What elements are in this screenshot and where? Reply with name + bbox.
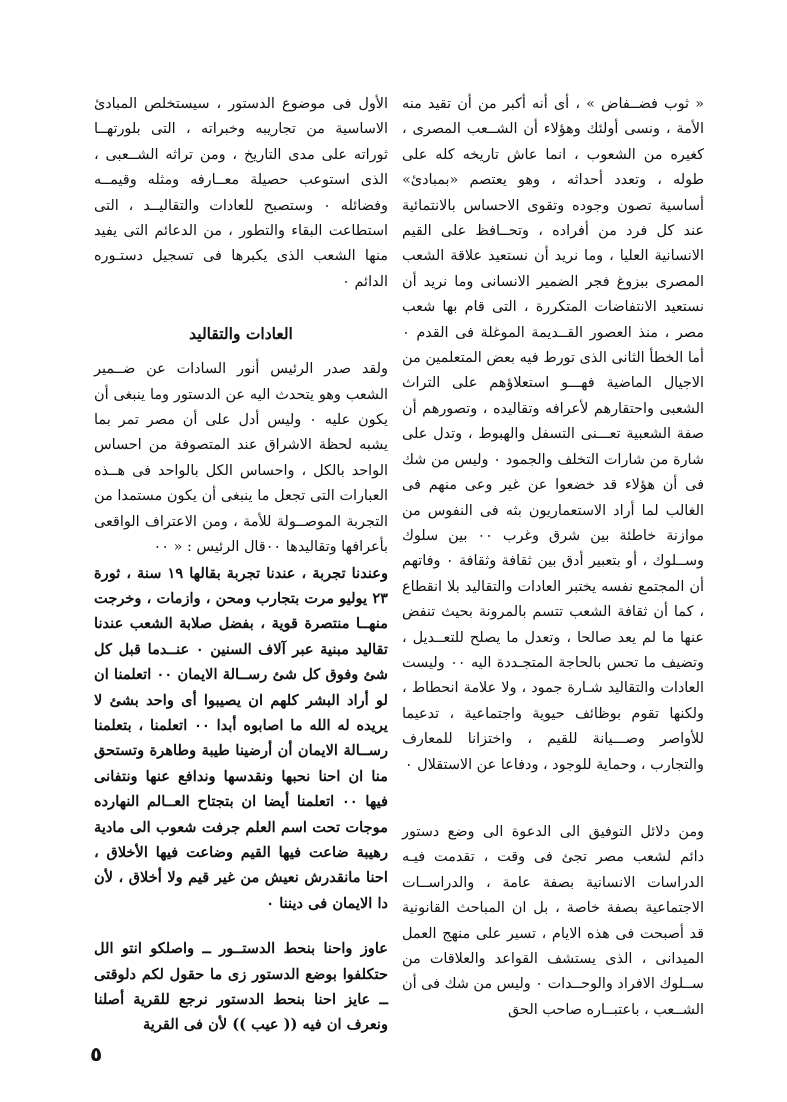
page-number: ٥ [90,1042,103,1066]
president-quote: وعندنا تجربة ، عندنا تجربة بقالها ١٩ سنة ، ثورة ٢٣ يوليو مرت بتجارب ومحن ، وازمات ، وخرجت منهــا منتصرة قوية ، بفضل صلابة الشعب عندنا تقاليد مبنية عبر آلاف السنين ٠ عنــدما قبل كل شئ وفوق كل شئ رســالة الايمان ٠٠ اتعلمنا ان لو أراد البشر كلهم ان يصيبوا أى واحد بشئ لا يريده له الله ما اصابوه أبدا ٠٠ اتعلمنا ، بتعلمنا رســالة الايمان أن أرضينا طيبة وطاهرة وتستحق منا ان احنا نحبها ونقدسها وندافع عنها ونتفانى فيها ٠٠ اتعلمنا أيضا ان بتجتاح العــالم النهارده موجات تحت اسم العلم جرفت شعوب الى مادية رهيبة ضاعت فيها القيم وضاعت فيها الأخلاق ، احنا مانقدرش نعيش من غير قيم ولا أخلاق ، لأن دا الايمان فى ديننا ٠ [94,564,389,912]
right-paragraph-1: « ثوب فضــفاض » ، أى أنه أكبر من أن تقيد منه الأمة ، ونسى أولئك وهؤلاء أن الشــعب المصرى ، كغيره من الشعوب ، انما عاش تاريخه كله على طوله ، وتعدد أحداثه ، وهو يعتصم «بمبادئ» أساسية تصون وجوده وتقوى الاحساس بالانتمائية عند كل فرد من أفراده ، وتحــافظ على القيم الانسانية العليا ، وما نريد أن نستعيد علاقة الشعب المصرى ببزوغ فجر الضمير الانسانى وما نريد أن نستعيد الانتفاضات المتكررة ، التى قام بها شعب مصر ، منذ العصور القــديمة الموغلة فى القدم ٠ أما الخطأ الثانى الذى تورط فيه بعض المتعلمين من الاجيال الماضية فهـــو استعلاؤهم على التراث الشعبى واحتقارهم لأعرافه وتقاليده ، وتصورهم أن صفة الشعبية تعـــنى التسفل والهبوط ، وتدل على شارة من شارات التخلف والجمود ٠ وليس من شك فى أن هؤلاء قد خضعوا عن غير وعى منهم فى الغالب لما أراد الاستعماريون بثه فى النفوس من موازنة خاطئة بين شرق وغرب ٠٠ بين سلوك وســلوك ، أو بتعبير أدق بين ثقافة وثقافة ٠ وفاتهم أن المجتمع نفسه يختبر العادات والتقاليد بلا انقطاع ، كما أن ثقافة الشعب تتسم بالمرونة بحيث تنفض عنها ما لم يعد صالحا ، وتعدل ما يصلح للتعــديل ، وتضيف ما تحس بالحاجة المتجـددة اليه ٠٠ وليست العادات والتقاليد شـارة جمود ، ولا علامة انحطاط ، ولكنها تقوم بوظائف حيوية واجتماعية ، تدعيما للأواصر وصـــيانة للقيم ، واختزانا للمعارف والتجارب ، وحماية للوجود ، ودفاعا عن الاستقلال ٠ [402,96,705,773]
paragraph-gap [94,295,388,317]
paragraph-gap [402,778,704,820]
right-paragraph-2: ومن دلائل التوفيق الى الدعوة الى وضع دستور دائم لشعب مصر تجئ فى وقت ، تقدمت فيـه الدراسات الانسانية بصفة عامة ، والدراســات الاجتماعية بصفة خاصة ، بل ان المباحث القانونية قد أصبحت فى هذه الايام ، تسير على منهج العمل الميدانى ، الذى يستشف القواعد والعلاقات من ســلوك الافراد والوحــدات ٠ وليس من شك فى أن الشــعب ، باعتبــاره صاحب الحق [402,823,704,1018]
right-column [402,92,704,1023]
left-paragraph-2: ولقد صدر الرئيس أنور السادات عن ضــمير الشعب وهو يتحدث اليه عن الدستور وما ينبغى أن يكون عليه ٠ وليس أدل على أن مصر تمر بما يشبه لحظة الاشراق عند المتصوفة من احساس الواحد بالكل ، واحساس الكل بالواحد فى هــذه العبارات التى تجعل ما ينبغى أن يكون مستمدا من التجربة الموصــولة للأمة ، ومن الاعتراف الواقعى بأعرافها وتقاليدها ٠٠قال الرئيس : « ٠٠ [94,361,388,556]
left-paragraph-1: الأول فى موضوع الدستور ، سيستخلص المبادئ الاساسية من تجاريبه وخبراته ، التى بلورتهــا ثوراته على مدى التاريخ ، ومن تراثه الشــعبى ، الذى استوعب حصيلة معــارفه ومثله وقيمــه وفضائله ٠ وستصبح للعادات والتقاليــد ، التى استطاعت البقاء والتطور ، من الدعائم التى يفيد منها الشعب الذى يكبرها فى تسجيل دستـوره الدائم ٠ [94,96,388,290]
paragraph-gap [94,916,388,936]
president-quote-continued: عاوز واحنا بنحط الدستــور ــ واصلكو انتو الل حتكلفوا بوضع الدستور زى ما حقول لكم دلوقتى ــ عايز احنا بنحط الدستور نرجع للقرية أصلنا ونعرف ان فيه (( عيب )) لأن فى القرية [94,940,388,1034]
section-heading: العادات والتقاليد [189,324,293,344]
left-column [94,92,388,1038]
